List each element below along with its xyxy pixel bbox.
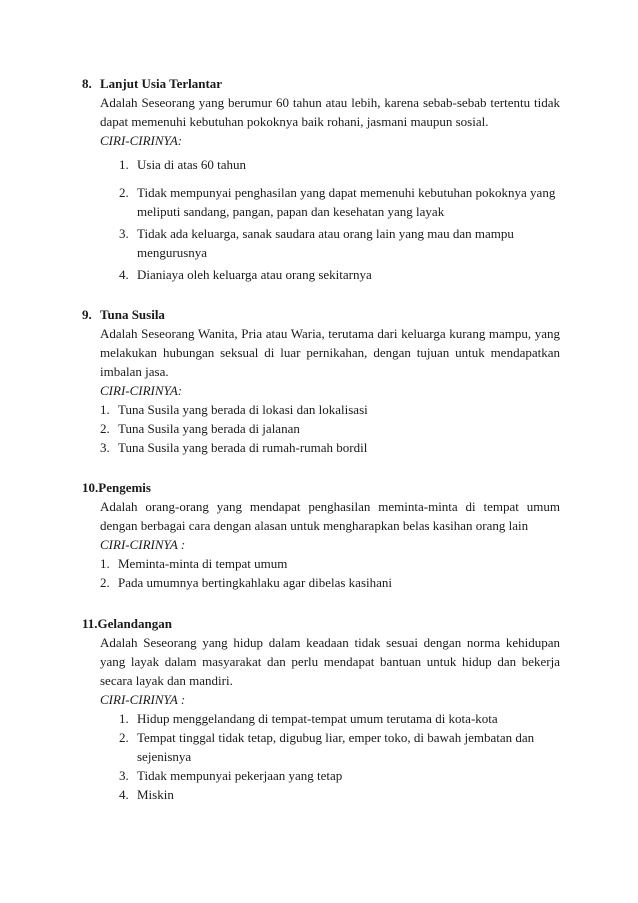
list-item-text: Tidak mempunyai penghasilan yang dapat memenuhi kebutuhan pokoknya yang meliputi sandang, pangan, papan dan kesehatan yang layak: [137, 185, 556, 219]
ciri-label: CIRI-CIRINYA :: [100, 537, 186, 552]
section-lanjut-usia-terlantar: [82, 74, 560, 287]
list-item-number: 3.: [119, 768, 129, 783]
list-item-text: Dianiaya oleh keluarga atau orang sekitarnya: [137, 267, 372, 282]
section-number: 11.: [82, 616, 98, 631]
section-heading: [82, 305, 560, 324]
list-item: [119, 766, 560, 785]
section-description: Adalah orang-orang yang mendapat penghasilan meminta-minta di tempat umum dengan berbagai cara dengan alasan untuk mengharapkan belas kasihan orang lain: [100, 499, 560, 533]
list-item: [119, 155, 560, 174]
list-item-number: 3.: [119, 226, 129, 241]
list-item-text: Tuna Susila yang berada di rumah-rumah bordil: [118, 440, 368, 455]
list-item: [119, 728, 560, 766]
ciri-label: CIRI-CIRINYA :: [100, 692, 186, 707]
section-title: Pengemis: [98, 480, 151, 495]
list-item: [119, 265, 560, 284]
list-item: [119, 183, 560, 221]
list-item: [119, 224, 560, 262]
section-title: Tuna Susila: [100, 307, 165, 322]
list-item: [100, 438, 560, 457]
list-item-number: 2.: [100, 575, 110, 590]
list-item: [100, 554, 560, 573]
section-title: Lanjut Usia Terlantar: [100, 76, 223, 91]
ciri-list: [100, 400, 560, 457]
section-number: 8.: [82, 76, 92, 91]
list-item-text: Tidak ada keluarga, sanak saudara atau orang lain yang mau dan mampu mengurusnya: [137, 226, 514, 260]
list-item-number: 1.: [119, 711, 129, 726]
section-heading: [82, 74, 560, 93]
section-description: Adalah Seseorang yang berumur 60 tahun atau lebih, karena sebab-sebab tertentu tidak dapat memenuhi kebutuhan pokoknya baik rohani, jasmani maupun sosial.: [100, 95, 560, 129]
section-title: Gelandangan: [97, 616, 172, 631]
list-item-text: Miskin: [137, 787, 174, 802]
list-item-text: Pada umumnya bertingkahlaku agar dibelas kasihani: [118, 575, 393, 590]
list-item-number: 4.: [119, 267, 129, 282]
list-item-number: 2.: [119, 185, 129, 200]
section-gelandangan: [82, 614, 560, 804]
list-item-number: 1.: [100, 556, 110, 571]
ciri-list: [100, 554, 560, 592]
list-item-number: 1.: [119, 157, 129, 172]
list-item-number: 2.: [100, 421, 110, 436]
list-item: [100, 419, 560, 438]
list-item: [100, 573, 560, 592]
list-item-text: Usia di atas 60 tahun: [137, 157, 247, 172]
ciri-list: [119, 155, 560, 284]
section-number: 9.: [82, 307, 92, 322]
section-heading: [82, 614, 560, 633]
list-item-text: Tuna Susila yang berada di lokasi dan lokalisasi: [118, 402, 368, 417]
list-item-text: Tempat tinggal tidak tetap, digubug liar, emper toko, di bawah jembatan dan sejenisnya: [137, 730, 535, 764]
list-item-number: 1.: [100, 402, 110, 417]
section-description: Adalah Seseorang yang hidup dalam keadaan tidak sesuai dengan norma kehidupan yang layak dalam masyarakat dan perlu mendapat bantuan untuk hidup dan bekerja secara layak dan mandiri.: [100, 635, 560, 688]
list-item: [119, 709, 560, 728]
list-item-text: Hidup menggelandang di tempat-tempat umum terutama di kota-kota: [137, 711, 498, 726]
section-heading: [82, 478, 560, 497]
section-number: 10.: [82, 480, 99, 495]
list-item-number: 4.: [119, 787, 129, 802]
ciri-label: CIRI-CIRINYA:: [100, 383, 183, 398]
section-description: Adalah Seseorang Wanita, Pria atau Waria, terutama dari keluarga kurang mampu, yang melakukan hubungan seksual di luar pernikahan, dengan tujuan untuk mendapatkan imbalan jasa.: [100, 326, 560, 379]
ciri-list: [119, 709, 560, 804]
list-item-number: 2.: [119, 730, 129, 745]
section-tuna-susila: [82, 305, 560, 457]
list-item: [119, 785, 560, 804]
list-item-text: Meminta-minta di tempat umum: [118, 556, 288, 571]
list-item-number: 3.: [100, 440, 110, 455]
list-item-text: Tuna Susila yang berada di jalanan: [118, 421, 300, 436]
section-pengemis: [82, 478, 560, 592]
list-item: [100, 400, 560, 419]
ciri-label: CIRI-CIRINYA:: [100, 133, 183, 148]
list-item-text: Tidak mempunyai pekerjaan yang tetap: [137, 768, 343, 783]
